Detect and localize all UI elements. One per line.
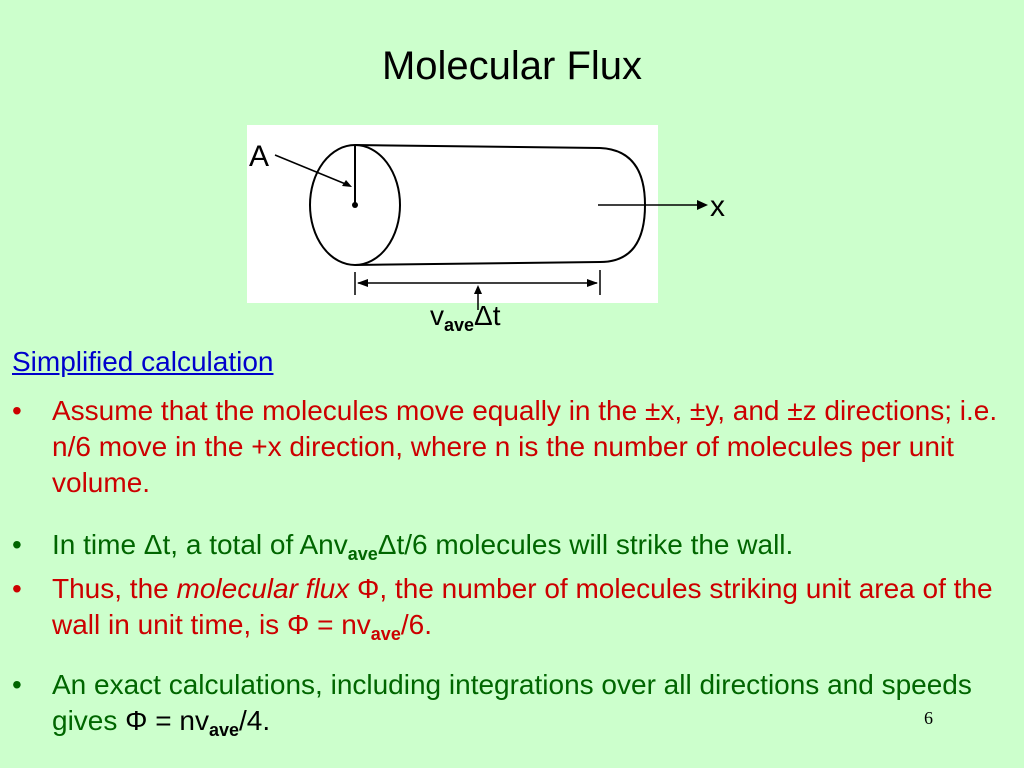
bullet-emphasis: molecular flux [176, 573, 350, 604]
page-number: 6 [924, 708, 933, 728]
length-label-v: v [430, 300, 444, 331]
bullet-dot: • [12, 529, 22, 560]
length-label-sub: ave [444, 315, 475, 335]
bullet-subscript: ave [208, 720, 240, 740]
bullet-text-part: An exact calculations, including integrations over all directions and speeds gives [52, 669, 972, 736]
bullet-dot: • [12, 395, 22, 426]
section-heading-link[interactable]: Simplified calculation [12, 346, 274, 377]
slide-title: Molecular Flux [381, 44, 643, 88]
length-label [430, 300, 501, 335]
bullet-equation: Φ = nv [125, 705, 209, 736]
bullet-subscript: ave [370, 624, 401, 644]
bullet-text [52, 667, 1002, 739]
area-pointer-arrow [275, 155, 348, 185]
bullet-text [52, 527, 1002, 563]
x-axis-label: x [710, 190, 725, 223]
bullet-text-part: Thus, the [52, 573, 177, 604]
area-label: A [249, 140, 270, 173]
cylinder-bottom-edge [355, 262, 600, 265]
bullet-text: Assume that the molecules move equally in the ±x, ±y, and ±z directions; i.e. n/6 move in the +x direction, where n is the number of molecules per unit volume. [52, 395, 998, 498]
bullet-text-part: /4. [239, 705, 271, 736]
bullet-dot: • [12, 573, 22, 604]
length-label-tail: Δt [474, 300, 501, 331]
bullet-text-part: Δt/6 molecules will strike the wall. [377, 529, 794, 560]
bullet-text-part: /6. [400, 609, 432, 640]
cylinder-diagram [0, 0, 1024, 340]
cylinder-top-edge [355, 145, 600, 148]
bullet-text-part: Φ, the number of molecules striking unit area of the wall in unit time, is Φ = nv [52, 573, 993, 640]
bullet-text-part: In time Δt, a total of Anv [52, 529, 348, 560]
bullet-dot: • [12, 669, 22, 700]
bullet-text [52, 571, 1002, 643]
bullet-subscript: ave [347, 544, 378, 564]
